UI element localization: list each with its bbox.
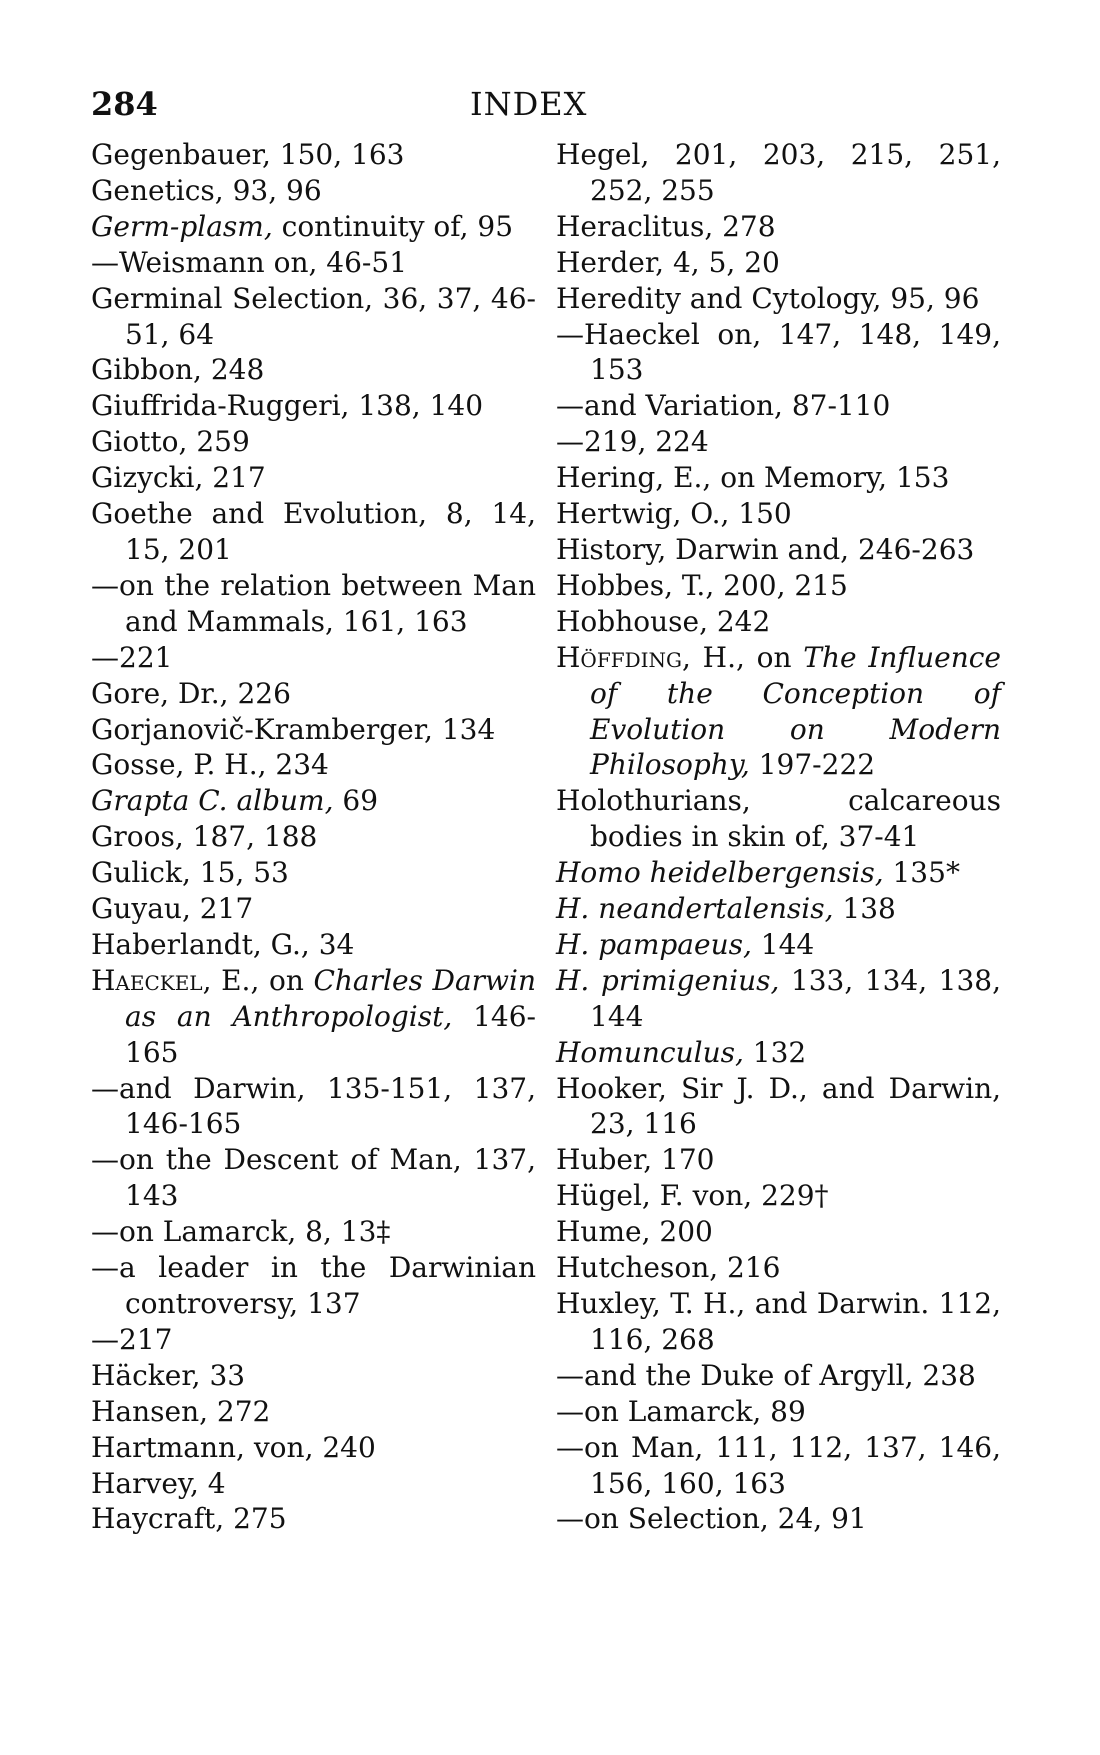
- index-entry: Germinal Selection, 36, 37, 46-51, 64: [91, 281, 536, 351]
- index-entry: Hering, E., on Memory, 153: [556, 461, 950, 495]
- index-column-right: [556, 137, 1001, 1537]
- index-entry: Herder, 4, 5, 20: [556, 245, 780, 279]
- index-entry: History, Darwin and, 246-263: [556, 532, 975, 566]
- index-entry: Gore, Dr., 226: [91, 676, 291, 710]
- index-entry: Hooker, Sir J. D., and Darwin, 23, 116: [556, 1071, 1001, 1141]
- index-entry: Hegel, 201, 203, 215, 251, 252, 255: [556, 138, 1001, 207]
- index-subentry: —Weismann on, 46-51: [91, 245, 408, 279]
- index-entry: Gulick, 15, 53: [91, 856, 289, 890]
- index-entry: Holothurians, calcareous bodies in skin of, 37-41: [556, 784, 1001, 854]
- index-subentry: —221: [91, 640, 173, 674]
- index-entry: Hansen, 272: [91, 1394, 271, 1428]
- index-entry: H. neandertalensis, 138: [556, 892, 896, 926]
- index-entry: Huber, 170: [556, 1143, 715, 1177]
- index-entry: Hobhouse, 242: [556, 604, 771, 638]
- index-entry: Giotto, 259: [91, 425, 250, 459]
- index-entry: Huxley, T. H., and Darwin. 112, 116, 268: [556, 1287, 1001, 1356]
- index-entry: Gegenbauer, 150, 163: [91, 138, 405, 171]
- index-entry: Hobbes, T., 200, 215: [556, 568, 848, 602]
- index-subentry: —219, 224: [556, 425, 709, 459]
- index-entry: Guyau, 217: [91, 892, 254, 926]
- index-entry: Grapta C. album, 69: [91, 784, 379, 818]
- index-entry: Harvey, 4: [91, 1466, 226, 1500]
- index-entry: Hügel, F. von, 229†: [556, 1179, 829, 1213]
- page-number: 284: [91, 85, 158, 123]
- index-entry: Homo heidelbergensis, 135*: [556, 856, 960, 890]
- index-subentry: —on Lamarck, 89: [556, 1394, 806, 1428]
- index-subentry: —a leader in the Darwinian controversy, 137: [91, 1251, 536, 1320]
- index-subentry: —on Lamarck, 8, 13‡: [91, 1215, 391, 1249]
- index-entry: Genetics, 93, 96: [91, 173, 322, 207]
- index-subentry: —on Man, 111, 112, 137, 146, 156, 160, 163: [556, 1430, 1001, 1500]
- index-entry: Giuffrida-Ruggeri, 138, 140: [91, 389, 484, 423]
- index-entry: H. primigenius, 133, 134, 138, 144: [556, 963, 1002, 1033]
- index-entry: Haberlandt, G., 34: [91, 927, 355, 961]
- index-entry: Heraclitus, 278: [556, 209, 776, 243]
- index-entry: Gibbon, 248: [91, 353, 265, 387]
- index-entry: Heredity and Cytology, 95, 96: [556, 281, 980, 315]
- index-entry: Groos, 187, 188: [91, 820, 318, 854]
- index-entry: Homunculus, 132: [556, 1035, 807, 1069]
- index-subentry: —and Variation, 87-110: [556, 389, 891, 423]
- index-subentry: —Haeckel on, 147, 148, 149, 153: [556, 317, 1001, 387]
- index-entry: Hertwig, O., 150: [556, 497, 792, 531]
- index-subentry: —217: [91, 1322, 173, 1356]
- index-entry: Häcker, 33: [91, 1358, 246, 1392]
- index-entry: Gizycki, 217: [91, 461, 266, 495]
- index-subentry: —and Darwin, 135-151, 137, 146-165: [91, 1071, 536, 1141]
- index-subentry: —on the relation between Man and Mammals, 161, 163: [91, 568, 536, 638]
- index-entry: Haeckel, E., on Charles Darwin as an Anthropologist, 146-165: [91, 963, 536, 1069]
- index-entry: H. pampaeus, 144: [556, 927, 815, 961]
- index-entry: Hume, 200: [556, 1215, 713, 1249]
- index-subentry: —on Selection, 24, 91: [556, 1502, 867, 1536]
- index-entry: Haycraft, 275: [91, 1502, 287, 1536]
- index-entry: Gorjanovič-Kramberger, 134: [91, 712, 496, 746]
- index-column-left: [91, 137, 536, 1537]
- index-entry: Höffding, H., on The Influence of the Conception of Evolution on Modern Philosophy, 197-222: [556, 640, 1001, 782]
- index-entry: Gosse, P. H., 234: [91, 748, 329, 782]
- index-subentry: —and the Duke of Argyll, 238: [556, 1358, 976, 1392]
- index-subentry: —on the Descent of Man, 137, 143: [91, 1143, 536, 1213]
- page-title: INDEX: [470, 85, 588, 123]
- index-entry: Hutcheson, 216: [556, 1251, 781, 1285]
- index-entry: Goethe and Evolution, 8, 14, 15, 201: [91, 497, 536, 566]
- index-entry: Hartmann, von, 240: [91, 1430, 376, 1464]
- index-entry: Germ-plasm, continuity of, 95: [91, 209, 514, 243]
